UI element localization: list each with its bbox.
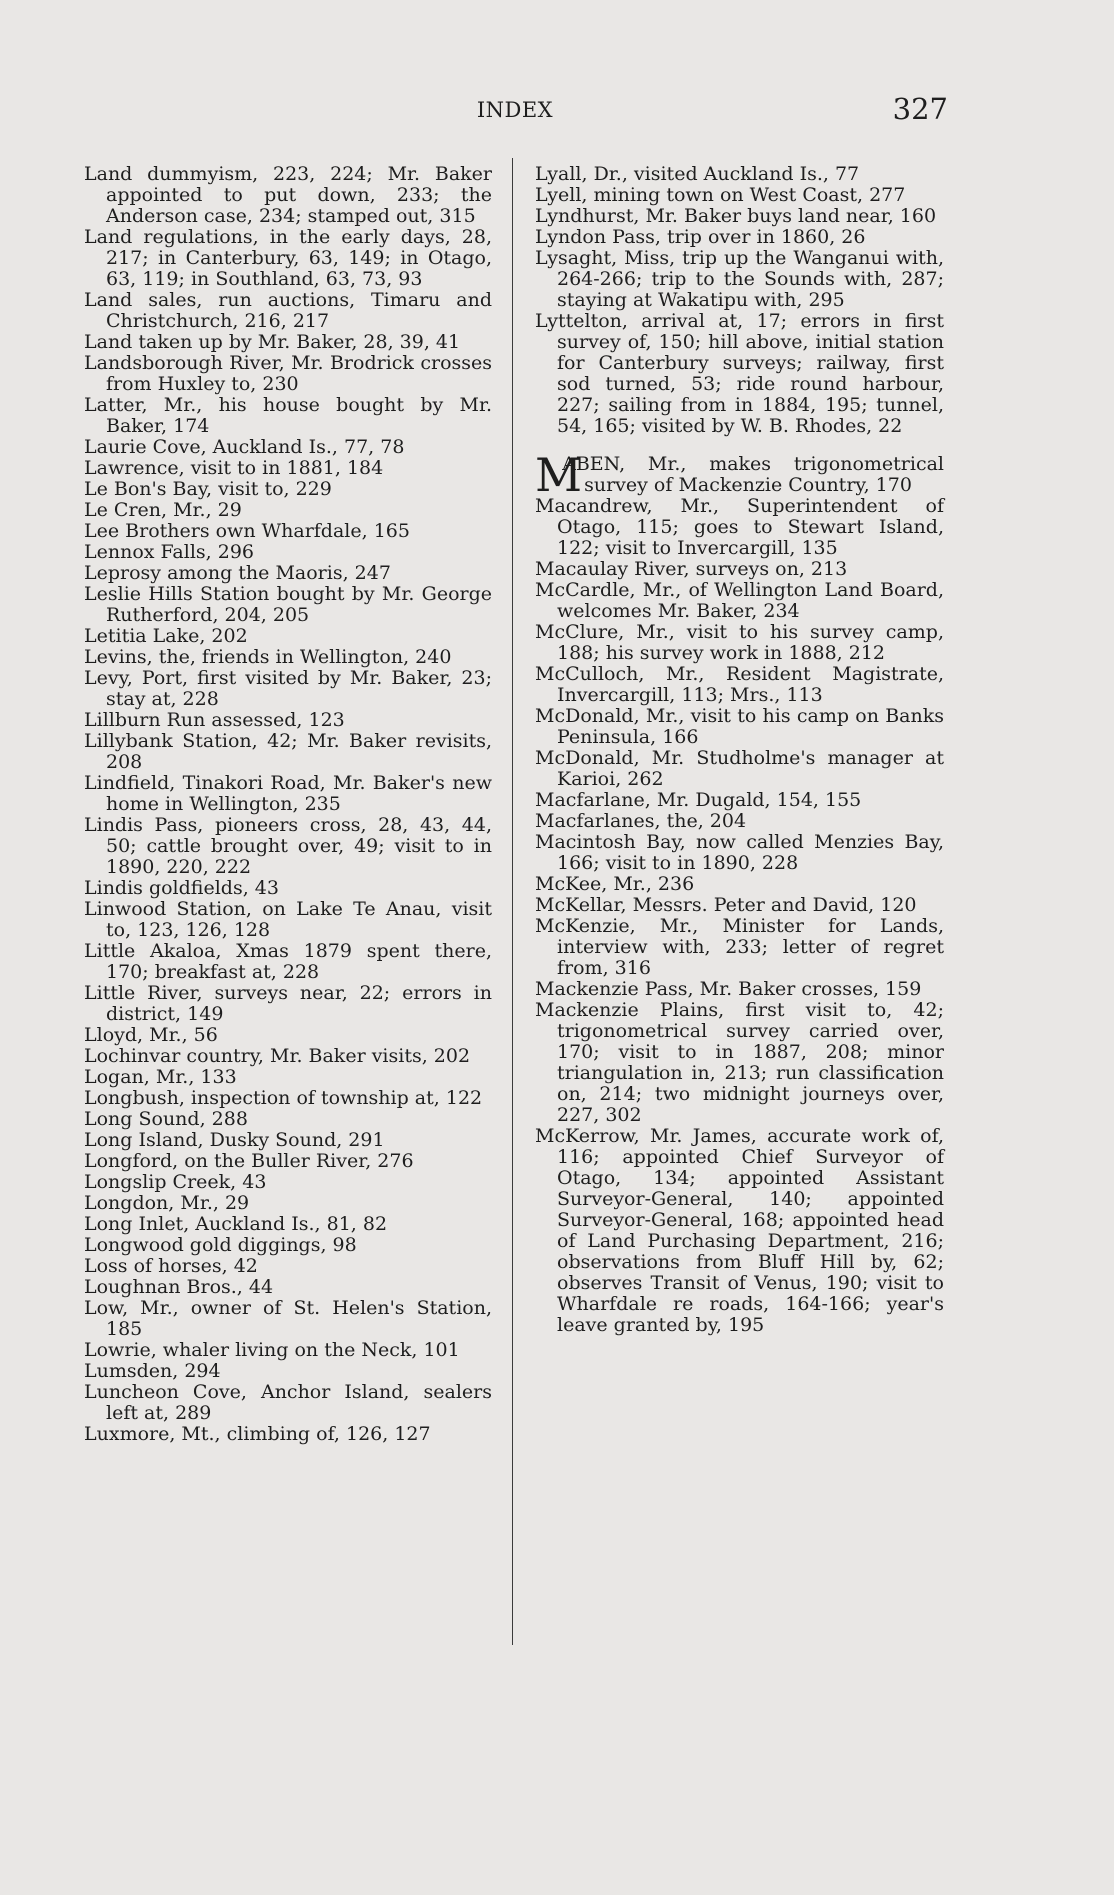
index-entry: Lee Brothers own Wharfdale, 165 (84, 520, 410, 542)
index-entry: Le Bon's Bay, visit to, 229 (84, 478, 332, 500)
column-divider (512, 158, 513, 1645)
index-entry: Latter, Mr., his house bought by Mr. Baker, 174 (84, 394, 492, 437)
index-entry: Le Cren, Mr., 29 (84, 499, 242, 521)
index-entry: Low, Mr., owner of St. Helen's Station, 185 (84, 1297, 492, 1340)
index-entry: Lochinvar country, Mr. Baker visits, 202 (84, 1045, 471, 1067)
index-entry: Mackenzie Pass, Mr. Baker crosses, 159 (535, 978, 922, 1000)
index-entry: Land taken up by Mr. Baker, 28, 39, 41 (84, 331, 461, 353)
index-entry-text: ABEN, Mr., makes trigonometrical survey of Mackenzie Country, 170 (562, 453, 944, 496)
index-entry: Macaulay River, surveys on, 213 (535, 558, 848, 580)
index-entry: McCardle, Mr., of Wellington Land Board, welcomes Mr. Baker, 234 (535, 579, 944, 622)
index-entry: Lyndon Pass, trip over in 1860, 26 (535, 226, 866, 248)
index-entry: Lowrie, whaler living on the Neck, 101 (84, 1339, 460, 1361)
index-entry: Laurie Cove, Auckland Is., 77, 78 (84, 436, 405, 458)
index-entry: Long Inlet, Auckland Is., 81, 82 (84, 1213, 388, 1235)
index-entry: Leslie Hills Station bought by Mr. George Rutherford, 204, 205 (84, 583, 492, 626)
index-entry: Lillybank Station, 42; Mr. Baker revisits, 208 (84, 730, 492, 773)
page-title: INDEX (476, 98, 554, 122)
index-entry: Lindis Pass, pioneers cross, 28, 43, 44, 50; cattle brought over, 49; visit to in 1890, 220, 222 (84, 814, 492, 878)
index-entry: Land regulations, in the early days, 28, 217; in Canterbury, 63, 149; in Otago, 63, 119; in Southland, 63, 73, 93 (84, 226, 492, 290)
index-entry: Levy, Port, first visited by Mr. Baker, 23; stay at, 228 (84, 667, 492, 710)
index-entry: Lyall, Dr., visited Auckland Is., 77 (535, 163, 860, 185)
index-entry: Macfarlanes, the, 204 (535, 810, 747, 832)
index-entry: Lillburn Run assessed, 123 (84, 709, 345, 731)
index-entry: Luxmore, Mt., climbing of, 126, 127 (84, 1423, 431, 1445)
index-entry: Lumsden, 294 (84, 1360, 221, 1382)
index-entry: Longslip Creek, 43 (84, 1171, 267, 1193)
index-entry: Lawrence, visit to in 1881, 184 (84, 457, 384, 479)
index-entry: Lloyd, Mr., 56 (84, 1024, 218, 1046)
index-entry-maben (535, 448, 944, 502)
page-header (84, 92, 946, 132)
index-entry: Mackenzie Plains, first visit to, 42; trigonometrical survey carried over, 170; visit to in 1887, 208; minor triangulation in, 213; run classification on, 214; two midnight journeys over, 227, 302 (535, 999, 944, 1126)
index-entry: Land dummyism, 223, 224; Mr. Baker appointed to put down, 233; the Anderson case, 234; stamped out, 315 (84, 163, 492, 227)
index-entry: McCulloch, Mr., Resident Magistrate, Invercargill, 113; Mrs., 113 (535, 663, 944, 706)
index-entry: McKenzie, Mr., Minister for Lands, interview with, 233; letter of regret from, 316 (535, 915, 944, 979)
index-entry: Linwood Station, on Lake Te Anau, visit to, 123, 126, 128 (84, 898, 492, 941)
index-column-left (84, 164, 492, 1445)
index-entry: Logan, Mr., 133 (84, 1066, 237, 1088)
index-entry: Little River, surveys near, 22; errors in district, 149 (84, 982, 492, 1025)
index-entry: Levins, the, friends in Wellington, 240 (84, 646, 452, 668)
index-entry: Loughnan Bros., 44 (84, 1276, 274, 1298)
index-entry: Luncheon Cove, Anchor Island, sealers left at, 289 (84, 1381, 492, 1424)
dropcap-letter: M (535, 448, 583, 502)
index-entry: Lindis goldfields, 43 (84, 877, 279, 899)
index-entry: Loss of horses, 42 (84, 1255, 258, 1277)
index-entry: Lyndhurst, Mr. Baker buys land near, 160 (535, 205, 937, 227)
index-entry: Land sales, run auctions, Timaru and Christchurch, 216, 217 (84, 289, 492, 332)
index-entry: Macandrew, Mr., Superintendent of Otago, 115; goes to Stewart Island, 122; visit to Invercargill, 135 (535, 495, 944, 559)
index-entry: Little Akaloa, Xmas 1879 spent there, 170; breakfast at, 228 (84, 940, 492, 983)
index-entry: Long Island, Dusky Sound, 291 (84, 1129, 385, 1151)
index-entry: Lennox Falls, 296 (84, 541, 254, 563)
index-column-right (535, 164, 944, 1336)
index-entry: McKerrow, Mr. James, accurate work of, 116; appointed Chief Surveyor of Otago, 134; appointed Assistant Surveyor-General, 140; appointed Surveyor-General, 168; appointed head of Land Purchasing Department, 216; observations from Bluff Hill by, 62; observes Transit of Venus, 190; visit to Wharfdale re roads, 164-166; year's leave granted by, 195 (535, 1125, 944, 1336)
index-entry: Longdon, Mr., 29 (84, 1192, 250, 1214)
index-entry: McDonald, Mr., visit to his camp on Banks Peninsula, 166 (535, 705, 944, 748)
index-entry: Lysaght, Miss, trip up the Wanganui with, 264-266; trip to the Sounds with, 287; staying at Wakatipu with, 295 (535, 247, 944, 311)
index-entry: Longbush, inspection of township at, 122 (84, 1087, 483, 1109)
index-entry: McKellar, Messrs. Peter and David, 120 (535, 894, 917, 916)
index-entry: McClure, Mr., visit to his survey camp, 188; his survey work in 1888, 212 (535, 621, 944, 664)
index-entry: Longford, on the Buller River, 276 (84, 1150, 414, 1172)
index-entry: Lindfield, Tinakori Road, Mr. Baker's new home in Wellington, 235 (84, 772, 492, 815)
page-number: 327 (892, 92, 948, 126)
index-entry: Landsborough River, Mr. Brodrick crosses from Huxley to, 230 (84, 352, 492, 395)
index-entry: Macfarlane, Mr. Dugald, 154, 155 (535, 789, 862, 811)
index-entry: McDonald, Mr. Studholme's manager at Karioi, 262 (535, 747, 944, 790)
index-entry: Lyttelton, arrival at, 17; errors in first survey of, 150; hill above, initial station for Canterbury surveys; railway, first sod turned, 53; ride round harbour, 227; sailing from in 1884, 195; tunnel, 54, 165; visited by W. B. Rhodes, 22 (535, 310, 944, 437)
index-entry: Long Sound, 288 (84, 1108, 248, 1130)
index-entry: Leprosy among the Maoris, 247 (84, 562, 391, 584)
index-entry: Letitia Lake, 202 (84, 625, 248, 647)
index-entry: McKee, Mr., 236 (535, 873, 695, 895)
index-entry: Macintosh Bay, now called Menzies Bay, 166; visit to in 1890, 228 (535, 831, 944, 874)
index-entry: Longwood gold diggings, 98 (84, 1234, 357, 1256)
index-entry: Lyell, mining town on West Coast, 277 (535, 184, 906, 206)
